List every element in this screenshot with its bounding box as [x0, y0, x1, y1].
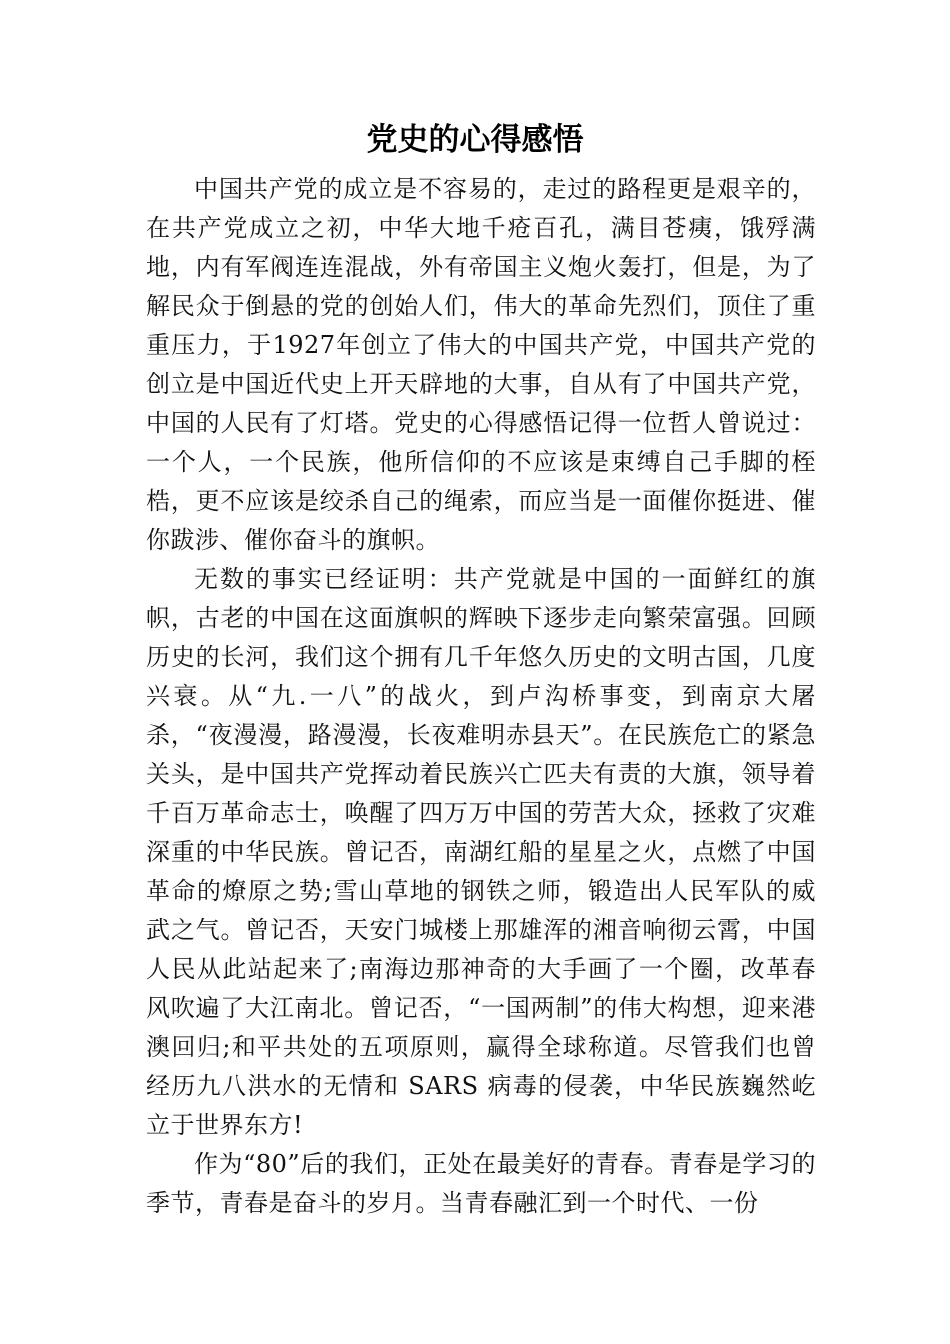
document-body [146, 170, 816, 1223]
paragraph-2: 无数的事实已经证明：共产党就是中国的一面鲜红的旗帜，古老的中国在这面旗帜的辉映下逐步走向繁荣富强。回顾历史的长河，我们这个拥有几千年悠久历史的文明古国，几度兴衰。从“九.一八”的战火，到卢沟桥事变，到南京大屠杀，“夜漫漫，路漫漫，长夜难明赤县天”。在民族危亡的紧急关头，是中国共产党挥动着民族兴亡匹夫有责的大旗，领导着千百万革命志士，唤醒了四万万中国的劳苦大众，拯救了灾难深重的中华民族。曾记否，南湖红船的星星之火，点燃了中国革命的燎原之势;雪山草地的钢铁之师，锻造出人民军队的威武之气。曾记否，天安门城楼上那雄浑的湘音响彻云霄，中国人民从此站起来了;南海边那神奇的大手画了一个圈，改革春风吹遍了大江南北。曾记否，“一国两制”的伟大构想，迎来港澳回归;和平共处的五项原则，赢得全球称道。尽管我们也曾经历九八洪水的无情和 SARS 病毒的侵袭，中华民族巍然屹立于世界东方! [146, 565, 816, 1139]
paragraph-1: 中国共产党的成立是不容易的，走过的路程更是艰辛的，在共产党成立之初，中华大地千疮百孔，满目苍痍，饿殍满地，内有军阀连连混战，外有帝国主义炮火轰打，但是，为了解民众于倒悬的党的创始人们，伟大的革命先烈们，顶住了重重压力，于1927年创立了伟大的中国共产党，中国共产党的创立是中国近代史上开天辟地的大事，自从有了中国共产党，中国的人民有了灯塔。党史的心得感悟记得一位哲人曾说过：一个人，一个民族，他所信仰的不应该是束缚自己手脚的桎梏，更不应该是绞杀自己的绳索，而应当是一面催你挺进、催你跋涉、催你奋斗的旗帜。 [146, 175, 816, 554]
paragraph-3: 作为“80”后的我们，正处在最美好的青春。青春是学习的季节，青春是奋斗的岁月。当青春融汇到一个时代、一份 [146, 1150, 816, 1217]
document-title: 党史的心得感悟 [366, 122, 584, 158]
